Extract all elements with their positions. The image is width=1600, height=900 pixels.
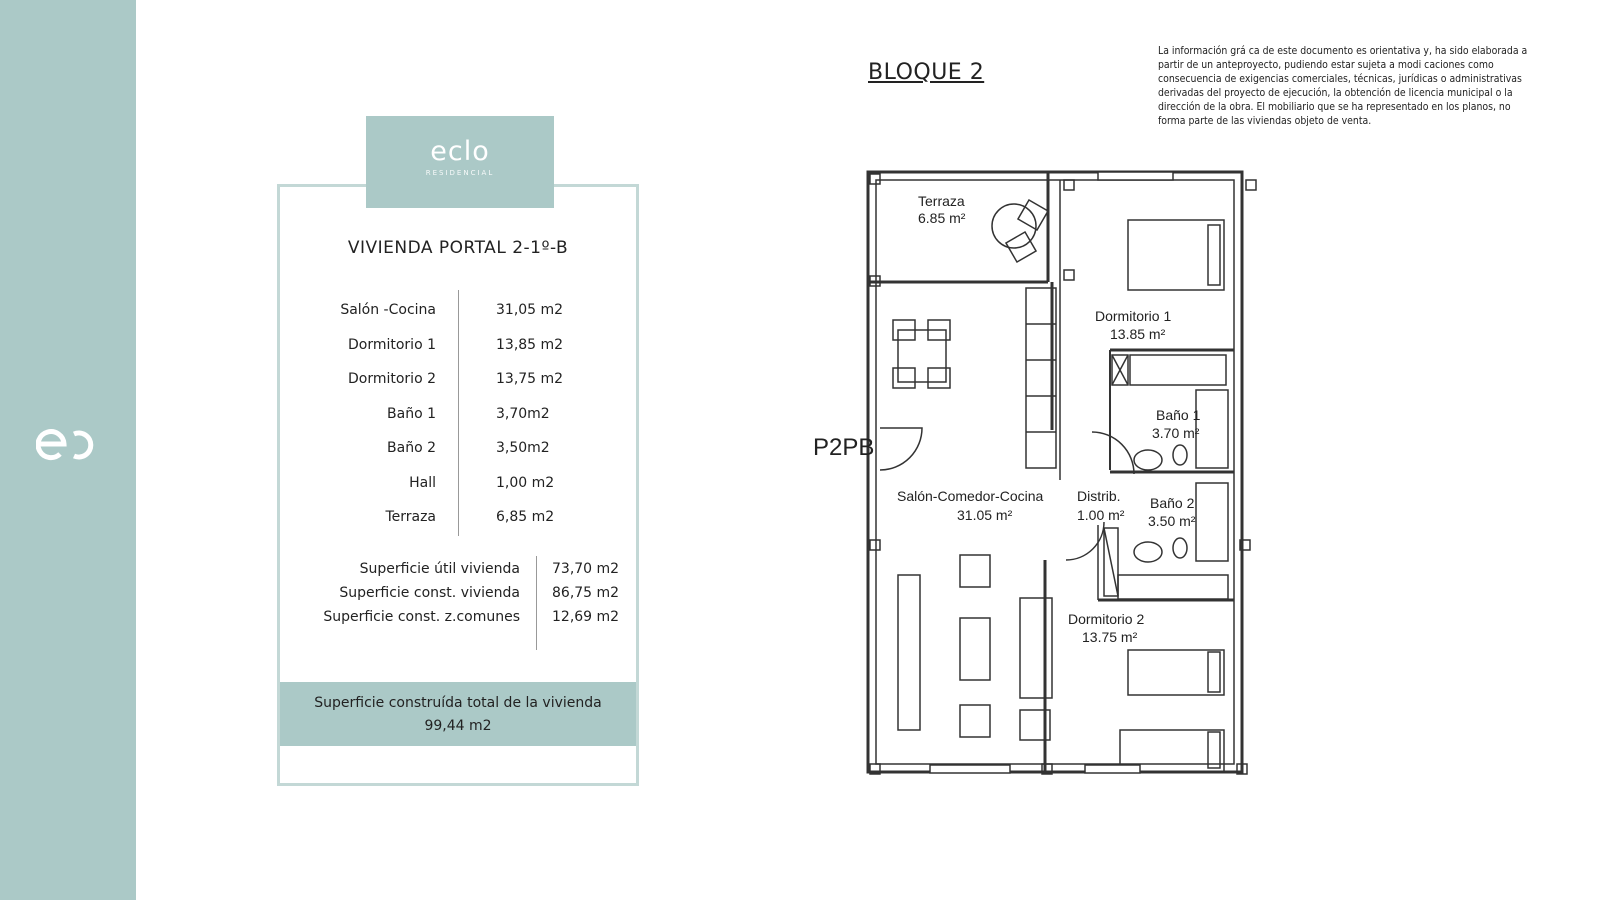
total-label: Superficie construída total de la vivienda <box>314 695 602 711</box>
plan-room-name: Dormitorio 1 <box>1095 308 1172 324</box>
plan-room-name: Baño 2 <box>1150 495 1195 511</box>
room-name: Baño 1 <box>387 405 436 422</box>
plan-room-area: 6.85 m² <box>918 210 966 226</box>
plan-room-area: 3.50 m² <box>1148 513 1196 529</box>
room-area: 1,00 m2 <box>496 474 555 491</box>
plan-room-name: Dormitorio 2 <box>1068 611 1145 627</box>
brand-subtitle: RESIDENCIAL <box>425 169 495 177</box>
room-area: 3,70m2 <box>496 405 550 422</box>
plan-room-area: 3.70 m² <box>1152 425 1200 441</box>
room-name: Hall <box>409 474 436 491</box>
room-area: 6,85 m2 <box>496 509 555 525</box>
surface-area: 86,75 m2 <box>552 585 620 601</box>
room-area: 13,75 m2 <box>496 371 564 387</box>
room-name: Dormitorio 1 <box>347 336 436 353</box>
entrance-label: P2PB <box>813 434 875 461</box>
room-name: Salón -Cocina <box>340 302 436 318</box>
total-value: 99,44 m2 <box>424 718 492 734</box>
room-area: 13,85 m2 <box>496 336 564 353</box>
plan-room-area: 31.05 m² <box>957 507 1013 523</box>
block-title: BLOQUE 2 <box>868 60 985 85</box>
room-name: Baño 2 <box>387 440 436 456</box>
plan-room-area: 1.00 m² <box>1077 507 1125 523</box>
plan-room-name: Terraza <box>918 193 965 209</box>
surface-name: Superficie const. z.comunes <box>323 609 520 625</box>
plan-room-area: 13.75 m² <box>1082 629 1138 645</box>
plan-room-name: Baño 1 <box>1156 407 1201 423</box>
plan-room-name: Salón-Comedor-Cocina <box>897 488 1044 504</box>
room-name: Dormitorio 2 <box>347 371 436 387</box>
room-area: 31,05 m2 <box>496 302 564 318</box>
room-area: 3,50m2 <box>496 440 550 456</box>
unit-title: VIVIENDA PORTAL 2-1º-B <box>347 238 569 258</box>
surface-name: Superficie útil vivienda <box>359 561 520 577</box>
surface-area: 12,69 m2 <box>552 609 620 625</box>
surface-area: 73,70 m2 <box>552 561 620 577</box>
plan-room-area: 13.85 m² <box>1110 326 1166 342</box>
plan-room-name: Distrib. <box>1077 488 1121 504</box>
room-name: Terraza <box>385 509 436 525</box>
surface-name: Superficie const. vivienda <box>339 585 520 601</box>
disclaimer: La información grá ca de este documento es orientativa y, ha sido elaborada a partir de un anteproyecto, pudiendo estar sujeta a modi caciones como consecuencia de exigencias comerciales, técnicas, jurídicas o administrativas derivadas del proyecto de ejecución, la obtención de licencia municipal o la dirección de la obra. El mobiliario que se ha representado en los planos, no forma parte de las viviendas objeto de venta. <box>1158 45 1528 127</box>
brand-name: eclo <box>430 136 490 167</box>
